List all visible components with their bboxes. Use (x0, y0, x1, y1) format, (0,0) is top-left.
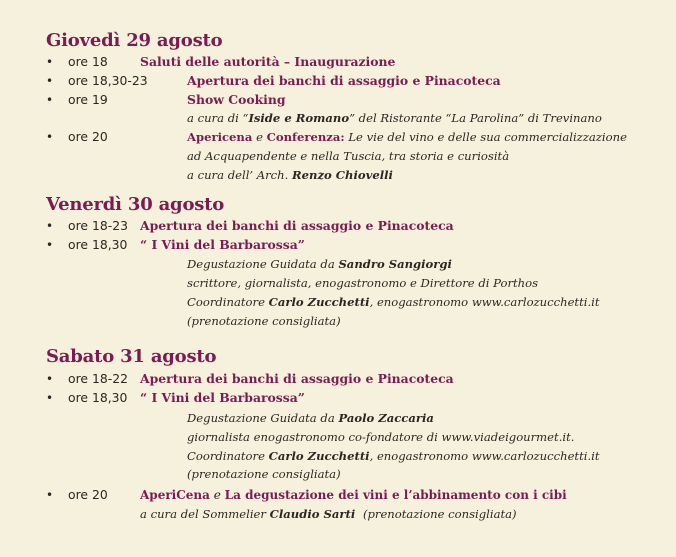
bullet: • (46, 488, 54, 502)
item-credit (140, 505, 517, 523)
program-item (0, 236, 676, 254)
item-event: AperiCena (140, 488, 210, 502)
detail-text: , enogastronomo www.carlozucchetti.it (369, 295, 600, 309)
credit-text: a cura dell’ Arch. (187, 168, 289, 182)
item-time: ore 18 (68, 54, 108, 69)
item-time: ore 20 (68, 129, 108, 144)
item-detail: scrittore, giornalista, enogastronomo e Direttore di Porthos (187, 276, 539, 290)
item-event: Apericena (187, 130, 253, 144)
program-item (0, 91, 676, 109)
item-detail: giornalista enogastronomo co-fondatore di www.viadeigourmet.it. (187, 430, 575, 444)
program-item (0, 389, 676, 407)
coordinator-name: Carlo Zucchetti (268, 449, 370, 463)
item-event: Apertura dei banchi di assaggio e Pinacoteca (140, 218, 454, 233)
detail-text: , enogastronomo www.carlozucchetti.it (369, 449, 600, 463)
item-time: ore 18-22 (68, 371, 128, 386)
program-item (0, 217, 676, 235)
item-time: ore 18-23 (68, 218, 128, 233)
item-time: ore 18,30 (68, 237, 128, 252)
item-time: ore 18,30-23 (68, 73, 148, 88)
item-detail (187, 447, 600, 465)
chef-names: Iside e Romano (248, 111, 350, 125)
credit-name: Renzo Chiovelli (292, 168, 393, 182)
bullet: • (46, 74, 54, 88)
detail-text: ” del Ristorante “La Parolina” di Trevinano (349, 111, 602, 125)
item-time: ore 19 (68, 92, 108, 107)
program-item (0, 128, 676, 146)
bullet: • (46, 391, 54, 405)
program-item (0, 370, 676, 388)
event-joiner: e (256, 130, 263, 144)
program-item (0, 486, 676, 504)
item-event: “ I Vini del Barbarossa” (140, 390, 305, 405)
detail-text: Degustazione Guidata da (187, 257, 335, 271)
item-detail (187, 293, 600, 311)
bullet: • (46, 93, 54, 107)
bullet: • (46, 238, 54, 252)
item-event: Show Cooking (187, 92, 286, 107)
detail-text: Coordinatore (187, 295, 265, 309)
detail-text: Degustazione Guidata da (187, 411, 335, 425)
item-event: Saluti delle autorità – Inaugurazione (140, 54, 396, 69)
bullet: • (46, 219, 54, 233)
item-event-2: Conferenza: (266, 130, 345, 144)
item-time: ore 18,30 (68, 390, 128, 405)
day-title: Venerdì 30 agosto (46, 194, 225, 215)
item-event-2: La degustazione dei vini e l’abbinamento con i cibi (224, 488, 567, 502)
event-joiner: e (213, 488, 221, 502)
detail-text: a cura di “ (187, 111, 249, 125)
item-description: Le vie del vino e delle sua commercializzazione (348, 130, 627, 144)
item-note: (prenotazione consigliata) (187, 314, 341, 328)
day-title: Giovedì 29 agosto (46, 30, 223, 51)
item-time: ore 20 (68, 487, 108, 502)
item-event: Apertura dei banchi di assaggio e Pinacoteca (140, 371, 454, 386)
item-event: “ I Vini del Barbarossa” (140, 237, 305, 252)
bullet: • (46, 372, 54, 386)
item-detail (187, 255, 452, 273)
item-detail (187, 109, 602, 127)
item-description: ad Acquapendente e nella Tuscia, tra storia e curiosità (187, 149, 510, 163)
guide-name: Paolo Zaccaria (338, 411, 434, 425)
program-item (0, 72, 676, 90)
detail-text: Coordinatore (187, 449, 265, 463)
item-credit (187, 166, 393, 184)
bullet: • (46, 130, 54, 144)
item-event: Apertura dei banchi di assaggio e Pinacoteca (187, 73, 501, 88)
item-detail (187, 409, 434, 427)
day-title: Sabato 31 agosto (46, 346, 217, 367)
item-note: (prenotazione consigliata) (187, 467, 341, 481)
coordinator-name: Carlo Zucchetti (268, 295, 370, 309)
item-note: (prenotazione consigliata) (362, 507, 517, 521)
guide-name: Sandro Sangiorgi (338, 257, 452, 271)
credit-name: Claudio Sarti (269, 507, 356, 521)
program-item (0, 53, 676, 71)
bullet: • (46, 55, 54, 69)
credit-text: a cura del Sommelier (140, 507, 266, 521)
